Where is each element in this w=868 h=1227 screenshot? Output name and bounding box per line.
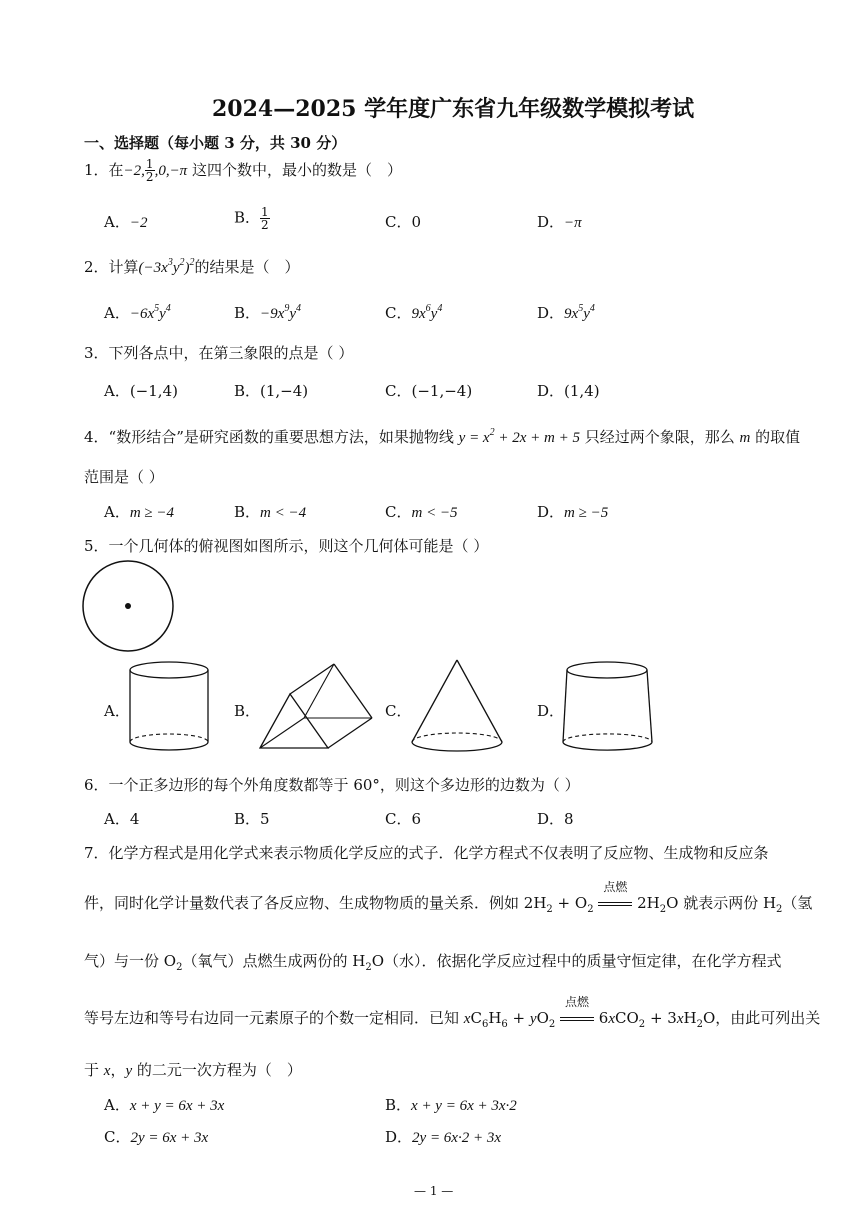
- q2-option-b[interactable]: B．$-9x^9y^4$: [234, 303, 301, 322]
- page-title: 2024—2025 学年度广东省九年级数学模拟考试: [212, 96, 695, 122]
- q4-option-b[interactable]: B．m < −4: [234, 503, 307, 521]
- question-2: 2．计算$(-3x^3y^2)^2$的结果是（ ）: [84, 257, 300, 276]
- question-7-line-1: 7．化学方程式是用化学式来表示物质化学反应的式子．化学方程式不仅表明了反应物、生成物和反应条: [84, 844, 769, 862]
- triangular-prism-figure: [256, 658, 376, 753]
- section-heading: 一、选择题（每小题 3 分，共 30 分）: [84, 134, 347, 152]
- q3-option-d[interactable]: D．(1,4): [537, 382, 600, 400]
- q3-option-b[interactable]: B．(1,−4): [234, 382, 309, 400]
- q6-option-a[interactable]: A．4: [104, 810, 140, 828]
- cone-figure: [408, 656, 508, 756]
- q7-option-a[interactable]: A．x + y = 6x + 3x: [104, 1096, 225, 1114]
- q2-option-c[interactable]: C．$9x^6y^4$: [385, 303, 443, 322]
- q5-option-c[interactable]: C．: [385, 702, 412, 720]
- q7-option-c[interactable]: C．2y = 6x + 3x: [104, 1128, 209, 1146]
- question-4-line-1: 4．“数形结合”是研究函数的重要思想方法，如果抛物线 $y = x^2 + 2x + m + 5$ 只经过两个象限，那么 m 的取值: [84, 427, 801, 446]
- question-7-line-4: 等号左边和等号右边同一元素原子的个数一定相同．已知 $xC_6H_6 + yO_2$ 点燃 $6xCO_2 + 3xH_2O$，由此可列出关: [84, 995, 821, 1030]
- question-7-line-2: 件，同时化学计量数代表了各反应物、生成物物质的量关系．例如 $2H_2 + O_2$ 点燃 $2H_2O$ 就表示两份 $H_2$（氢: [84, 880, 813, 915]
- q3-option-c[interactable]: C．(−1,−4): [385, 382, 473, 400]
- q6-option-c[interactable]: C．6: [385, 810, 422, 828]
- q7-option-b[interactable]: B．x + y = 6x + 3x·2: [385, 1096, 517, 1114]
- question-7-line-3: 气）与一份 $O_2$（氧气）点燃生成两份的 $H_2O$（水）．依据化学反应过程中的质量守恒定律，在化学方程式: [84, 952, 782, 973]
- question-7-line-5: 于 x，y 的二元一次方程为（ ）: [84, 1061, 302, 1079]
- q5-option-a[interactable]: A．: [104, 702, 130, 720]
- q5-option-b[interactable]: B．: [234, 702, 261, 720]
- q4-option-c[interactable]: C．m < −5: [385, 503, 458, 521]
- q4-option-a[interactable]: A．m ≥ −4: [104, 503, 175, 521]
- question-3: 3．下列各点中，在第三象限的点是（ ）: [84, 344, 354, 362]
- q7-option-d[interactable]: D．2y = 6x·2 + 3x: [385, 1128, 501, 1146]
- question-5: 5．一个几何体的俯视图如图所示，则这个几何体可能是（ ）: [84, 537, 489, 555]
- q1-option-d[interactable]: D．−π: [537, 213, 582, 231]
- question-4-line-2: 范围是（ ）: [84, 468, 164, 486]
- question-6: 6．一个正多边形的每个外角度数都等于 60°，则这个多边形的边数为（ ）: [84, 776, 580, 794]
- q2-option-a[interactable]: A．$-6x^5y^4$: [104, 303, 171, 322]
- page-number: — 1 —: [414, 1184, 454, 1198]
- frustum-figure: [560, 660, 660, 760]
- top-view-figure: [80, 560, 180, 655]
- q4-option-d[interactable]: D．m ≥ −5: [537, 503, 609, 521]
- q6-option-d[interactable]: D．8: [537, 810, 574, 828]
- q5-option-d[interactable]: D．: [537, 702, 565, 720]
- q1-option-a[interactable]: A．−2: [104, 213, 148, 231]
- cylinder-figure: [128, 660, 213, 760]
- q6-option-b[interactable]: B．5: [234, 810, 270, 828]
- question-1: [84, 158, 402, 183]
- question-1-stem: 1．在−2, $\frac{1}{2}$ ,0,−π 这四个数中，最小的数是（ ）: [84, 157, 402, 184]
- q3-option-a[interactable]: A．(−1,4): [104, 382, 178, 400]
- q1-option-b[interactable]: B． $\frac{1}{2}$: [234, 205, 269, 232]
- q1-option-c[interactable]: C．0: [385, 213, 422, 231]
- q2-option-d[interactable]: D．$9x^5y^4$: [537, 303, 595, 322]
